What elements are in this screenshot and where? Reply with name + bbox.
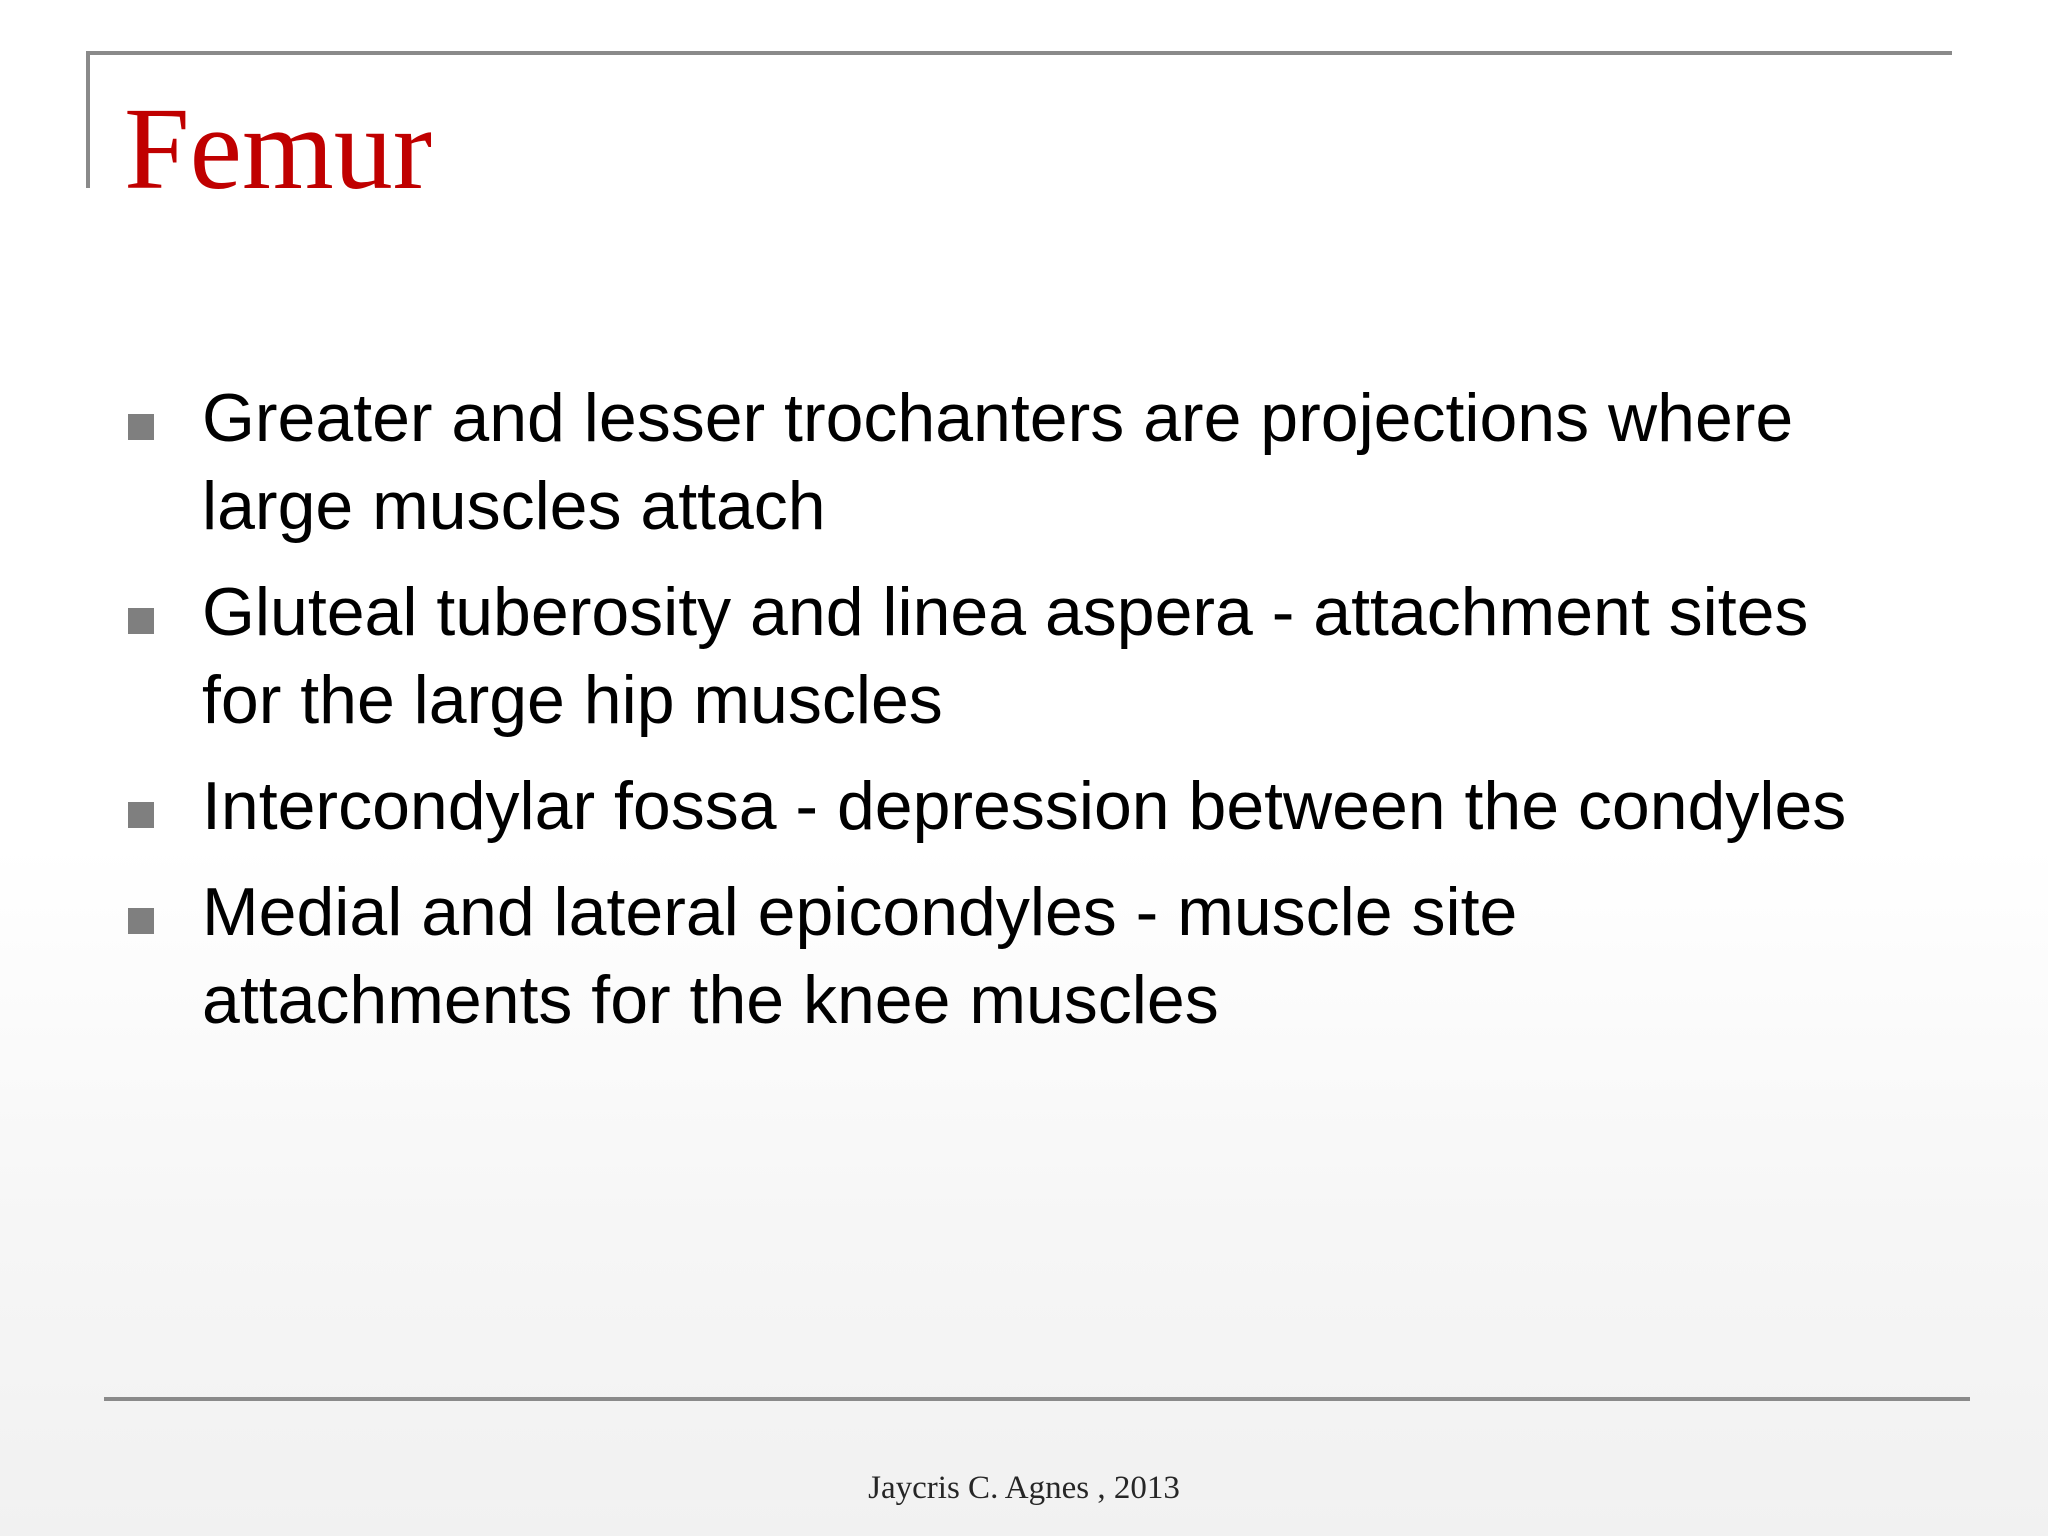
bullet-list — [124, 374, 1884, 1062]
square-bullet-icon — [128, 414, 154, 440]
bullet-text: Medial and lateral epicondyles - muscle site attachments for the knee muscles — [202, 874, 1518, 1038]
square-bullet-icon — [128, 802, 154, 828]
bullet-item — [124, 568, 1884, 744]
footer-credit: Jaycris C. Agnes , 2013 — [868, 1470, 1180, 1506]
title-frame-left-rule — [86, 51, 90, 188]
bullet-item — [124, 868, 1884, 1044]
title-frame-top-rule — [86, 51, 1952, 55]
bullet-item — [124, 374, 1884, 550]
bullet-text: Greater and lesser trochanters are projections where large muscles attach — [202, 380, 1794, 544]
slide-title: Femur — [124, 84, 468, 214]
bullet-text: Gluteal tuberosity and linea aspera - attachment sites for the large hip muscles — [202, 574, 1809, 738]
footer-rule — [104, 1397, 1970, 1401]
square-bullet-icon — [128, 908, 154, 934]
square-bullet-icon — [128, 608, 154, 634]
bullet-item — [124, 762, 1884, 850]
bullet-text: Intercondylar fossa - depression between the condyles — [202, 768, 1847, 844]
